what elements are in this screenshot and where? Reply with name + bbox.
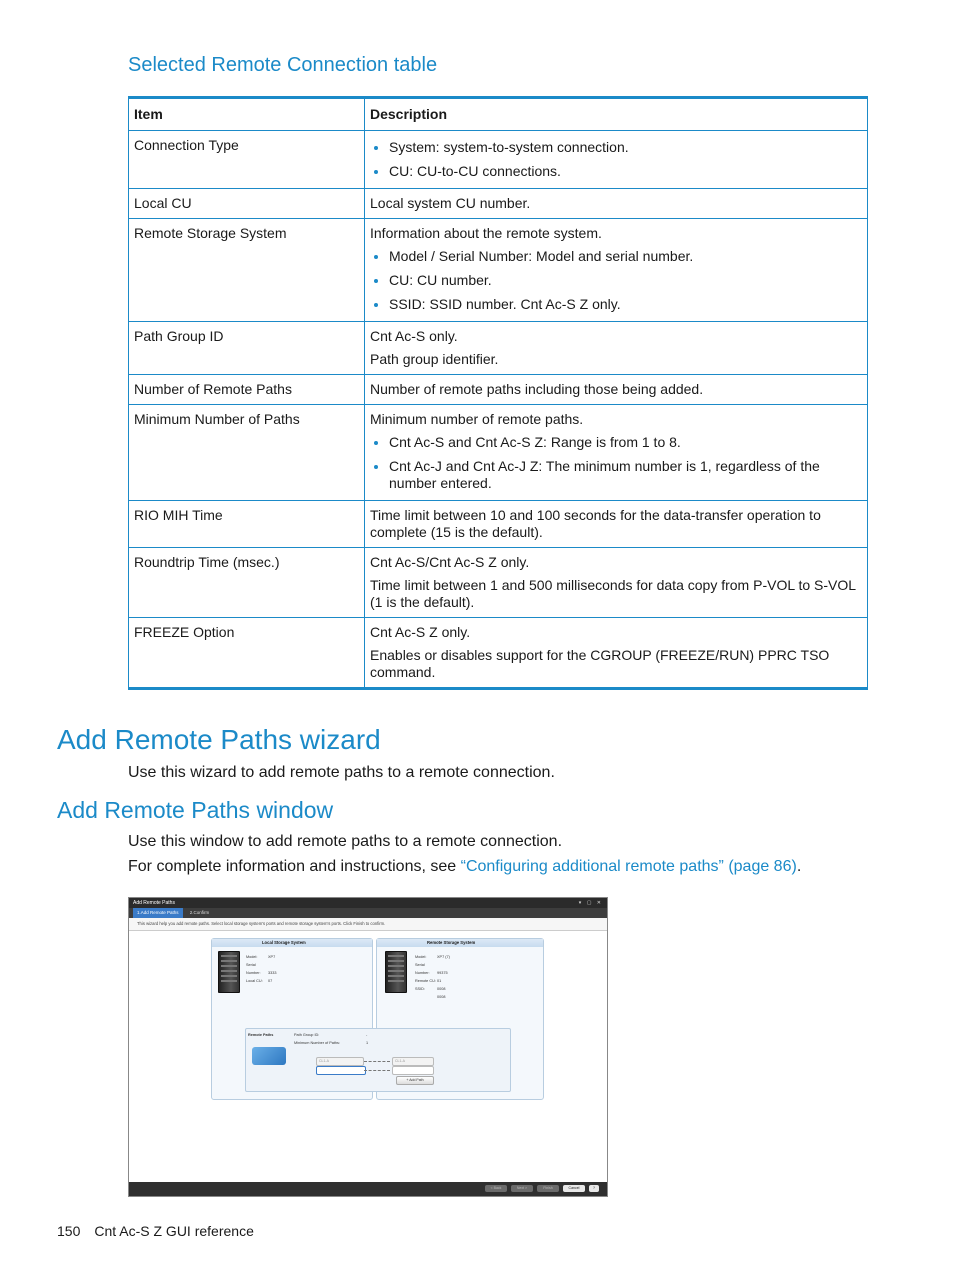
next-button[interactable]: Next > (511, 1185, 533, 1192)
description-bullet: • SSID: SSID number. Cnt Ac-S Z only. (389, 296, 862, 313)
local-port-select-active[interactable] (316, 1066, 366, 1075)
wizard-intro-text: Use this wizard to add remote paths to a remote connection. (128, 764, 555, 781)
window-controls-icon: ▾ ▢ ✕ (578, 900, 603, 906)
description-paragraph: Minimum number of remote paths. (370, 411, 584, 427)
description-paragraph: Cnt Ac-S/Cnt Ac-S Z only. (370, 554, 530, 570)
description-paragraph: Path group identifier. (370, 351, 499, 367)
description-list (370, 434, 862, 492)
screenshot-window-title: Add Remote Paths (133, 900, 175, 906)
finish-button[interactable]: Finish (537, 1185, 559, 1192)
table-row (129, 322, 868, 375)
path-connector (364, 1061, 390, 1062)
table-row (129, 501, 868, 548)
description-bullet: • Cnt Ac-S and Cnt Ac-S Z: Range is from 1 to 8. (389, 434, 862, 451)
row-description (365, 322, 868, 375)
description-paragraph: Cnt Ac-S Z only. (370, 624, 471, 640)
row-item: Path Group ID (129, 322, 365, 375)
step-confirm: 2.Confirm (189, 910, 210, 915)
reference-suffix: . (796, 858, 802, 875)
table-row (129, 618, 868, 689)
row-description (365, 189, 868, 219)
row-description (365, 501, 868, 548)
description-paragraph: Information about the remote system. (370, 225, 602, 241)
description-list (370, 248, 862, 313)
wizard-instruction: This wizard help you add remote paths. Select local storage system's ports and remote storage system's ports. Click Finish to confirm. (129, 918, 607, 931)
wizard-content (129, 932, 607, 1182)
column-header-description: Description (365, 98, 868, 131)
local-storage-icon (218, 951, 240, 993)
description-paragraph: Enables or disables support for the CGROUP (FREEZE/RUN) PPRC TSO command. (370, 647, 830, 680)
remote-paths-fields: Path Group ID: - Minimum Number of Paths: 1 (294, 1033, 369, 1045)
remote-paths-icon (252, 1047, 286, 1065)
table-row (129, 375, 868, 405)
add-remote-paths-screenshot (128, 897, 608, 1197)
description-bullet: • System: system-to-system connection. (389, 139, 862, 156)
row-item: Roundtrip Time (msec.) (129, 548, 365, 618)
description-list (370, 139, 862, 180)
table-row (129, 219, 868, 322)
row-description (365, 219, 868, 322)
description-paragraph: Local system CU number. (370, 195, 531, 211)
description-bullet: • Model / Serial Number: Model and serial number. (389, 248, 862, 265)
reference-prefix: For complete information and instructions, see (128, 858, 461, 875)
cancel-button[interactable]: Cancel (563, 1185, 585, 1192)
local-fields: Model: XP7 Serial Number: 3333 Local CU: 07 (246, 955, 277, 983)
description-paragraph: Cnt Ac-S only. (370, 328, 458, 344)
remote-storage-title: Remote Storage System (377, 939, 543, 947)
remote-storage-icon (385, 951, 407, 993)
remote-fields: Model: XP7 (7) Serial Number: 99375 Remote CU:01 SSID: 0008 0008 (415, 955, 450, 999)
step-add-remote-paths: 1.Add Remote Paths (133, 908, 183, 918)
row-description (365, 618, 868, 689)
row-item: FREEZE Option (129, 618, 365, 689)
description-paragraph: Time limit between 1 and 500 milliseconds for data copy from P-VOL to S-VOL (1 is the default). (370, 577, 856, 610)
remote-paths-panel (245, 1028, 511, 1092)
table-row (129, 548, 868, 618)
row-description (365, 131, 868, 189)
table-heading: Selected Remote Connection table (128, 54, 438, 76)
local-storage-title: Local Storage System (212, 939, 372, 947)
row-description (365, 548, 868, 618)
table-row (129, 405, 868, 501)
screenshot-titlebar (129, 898, 607, 908)
remote-port-select[interactable]: CL1-A (392, 1057, 434, 1066)
remote-paths-label: Remote Paths (248, 1033, 274, 1037)
footer-title: Cnt Ac-S Z GUI reference (94, 1223, 254, 1239)
description-bullet: • CU: CU-to-CU connections. (389, 163, 862, 180)
description-paragraph: Time limit between 10 and 100 seconds for the data-transfer operation to complete (15 is the default). (370, 507, 821, 540)
window-section-title: Add Remote Paths window (57, 797, 334, 823)
back-button[interactable]: < Back (485, 1185, 507, 1192)
row-item: Connection Type (129, 131, 365, 189)
description-bullet: • CU: CU number. (389, 272, 862, 289)
wizard-steps (129, 908, 607, 918)
row-item: Local CU (129, 189, 365, 219)
row-item: Remote Storage System (129, 219, 365, 322)
add-path-button[interactable]: + Add Path (396, 1076, 434, 1085)
path-connector-2 (364, 1070, 390, 1071)
help-icon[interactable]: ? (589, 1185, 599, 1192)
table-row (129, 131, 868, 189)
row-description (365, 375, 868, 405)
wizard-button-bar (129, 1182, 607, 1196)
window-intro-text: Use this window to add remote paths to a remote connection. (128, 833, 563, 850)
wizard-section-title: Add Remote Paths wizard (57, 724, 381, 755)
column-header-item: Item (129, 98, 365, 131)
table-row (129, 189, 868, 219)
row-item: Number of Remote Paths (129, 375, 365, 405)
remote-port-select-2[interactable] (392, 1066, 434, 1075)
local-port-select[interactable]: CL1-A (316, 1057, 364, 1066)
page-number: 150 (57, 1223, 81, 1239)
remote-connection-table (128, 96, 868, 690)
window-reference-text (128, 858, 801, 876)
row-item: RIO MIH Time (129, 501, 365, 548)
row-description (365, 405, 868, 501)
configuring-paths-link[interactable]: “Configuring additional remote paths” (page 86) (460, 858, 797, 875)
table-header-row (129, 98, 868, 131)
description-bullet: • Cnt Ac-J and Cnt Ac-J Z: The minimum number is 1, regardless of the number entered. (389, 458, 862, 492)
description-paragraph: Number of remote paths including those being added. (370, 381, 704, 397)
row-item: Minimum Number of Paths (129, 405, 365, 501)
page-footer (57, 1223, 254, 1239)
